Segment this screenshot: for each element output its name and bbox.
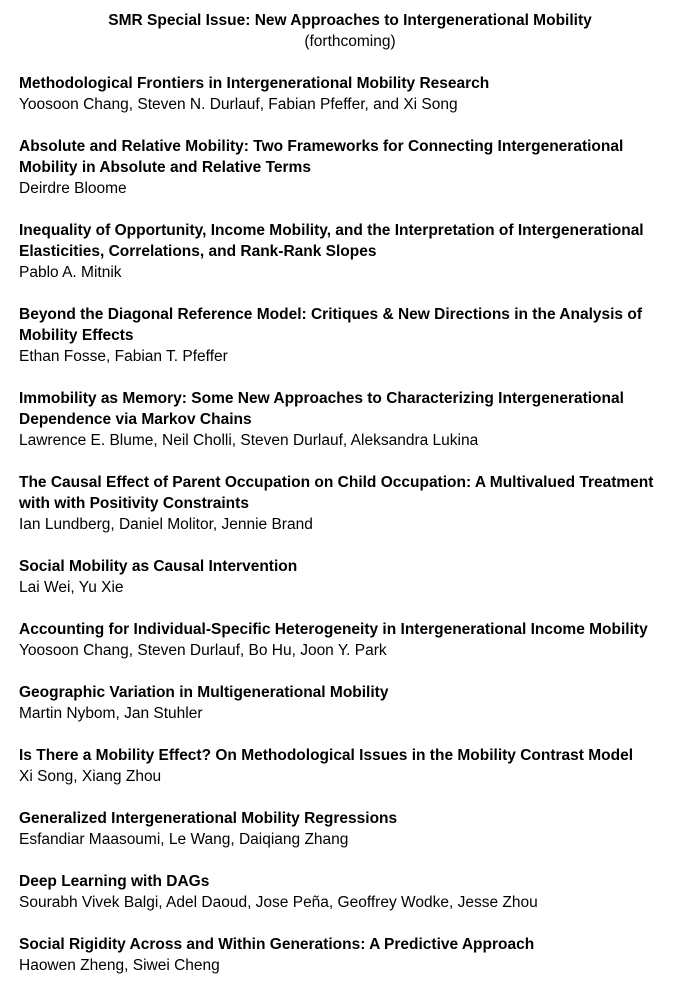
article-entry	[19, 73, 681, 115]
article-authors: Sourabh Vivek Balgi, Adel Daoud, Jose Peña, Geoffrey Wodke, Jesse Zhou	[19, 894, 538, 911]
article-title: Is There a Mobility Effect? On Methodological Issues in the Mobility Contrast Model	[19, 747, 634, 764]
article-authors: Ian Lundberg, Daniel Molitor, Jennie Brand	[19, 516, 313, 533]
issue-title: SMR Special Issue: New Approaches to Intergenerational Mobility	[108, 12, 592, 29]
article-authors: Pablo A. Mitnik	[19, 264, 122, 281]
article-authors: Deirdre Bloome	[19, 180, 127, 197]
article-entry	[19, 934, 681, 976]
article-entry	[19, 304, 681, 367]
article-title: Accounting for Individual-Specific Heterogeneity in Intergenerational Income Mobility	[19, 621, 648, 638]
article-title: Social Mobility as Causal Intervention	[19, 558, 298, 575]
article-authors: Lawrence E. Blume, Neil Cholli, Steven Durlauf, Aleksandra Lukina	[19, 432, 479, 449]
article-authors: Haowen Zheng, Siwei Cheng	[19, 957, 220, 974]
article-entry	[19, 136, 681, 199]
document-header	[19, 10, 681, 52]
article-authors: Yoosoon Chang, Steven N. Durlauf, Fabian Pfeffer, and Xi Song	[19, 96, 458, 113]
article-entry	[19, 619, 681, 661]
article-title: Inequality of Opportunity, Income Mobility, and the Interpretation of Intergenerational Elasticities, Correlations, and Rank-Rank Slopes	[19, 222, 644, 260]
article-title: The Causal Effect of Parent Occupation on Child Occupation: A Multivalued Treatment with with Positivity Constraints	[19, 474, 654, 512]
article-title: Absolute and Relative Mobility: Two Frameworks for Connecting Intergenerational Mobility in Absolute and Relative Terms	[19, 138, 624, 176]
article-authors: Yoosoon Chang, Steven Durlauf, Bo Hu, Joon Y. Park	[19, 642, 387, 659]
article-authors: Xi Song, Xiang Zhou	[19, 768, 162, 785]
article-title: Immobility as Memory: Some New Approaches to Characterizing Intergenerational Dependence via Markov Chains	[19, 390, 624, 428]
article-entry	[19, 808, 681, 850]
article-authors: Esfandiar Maasoumi, Le Wang, Daiqiang Zhang	[19, 831, 349, 848]
article-title: Generalized Intergenerational Mobility Regressions	[19, 810, 398, 827]
article-authors: Martin Nybom, Jan Stuhler	[19, 705, 203, 722]
article-entry	[19, 682, 681, 724]
article-title: Social Rigidity Across and Within Generations: A Predictive Approach	[19, 936, 535, 953]
article-entry	[19, 220, 681, 283]
article-entry	[19, 556, 681, 598]
article-authors: Ethan Fosse, Fabian T. Pfeffer	[19, 348, 228, 365]
article-entry	[19, 472, 681, 535]
article-list	[19, 73, 681, 976]
article-entry	[19, 745, 681, 787]
article-title: Deep Learning with DAGs	[19, 873, 210, 890]
article-entry	[19, 871, 681, 913]
article-entry	[19, 388, 681, 451]
article-authors: Lai Wei, Yu Xie	[19, 579, 124, 596]
article-title: Beyond the Diagonal Reference Model: Critiques & New Directions in the Analysis of Mobility Effects	[19, 306, 642, 344]
article-title: Geographic Variation in Multigenerational Mobility	[19, 684, 389, 701]
article-title: Methodological Frontiers in Intergenerational Mobility Research	[19, 75, 490, 92]
issue-status: (forthcoming)	[304, 33, 396, 50]
